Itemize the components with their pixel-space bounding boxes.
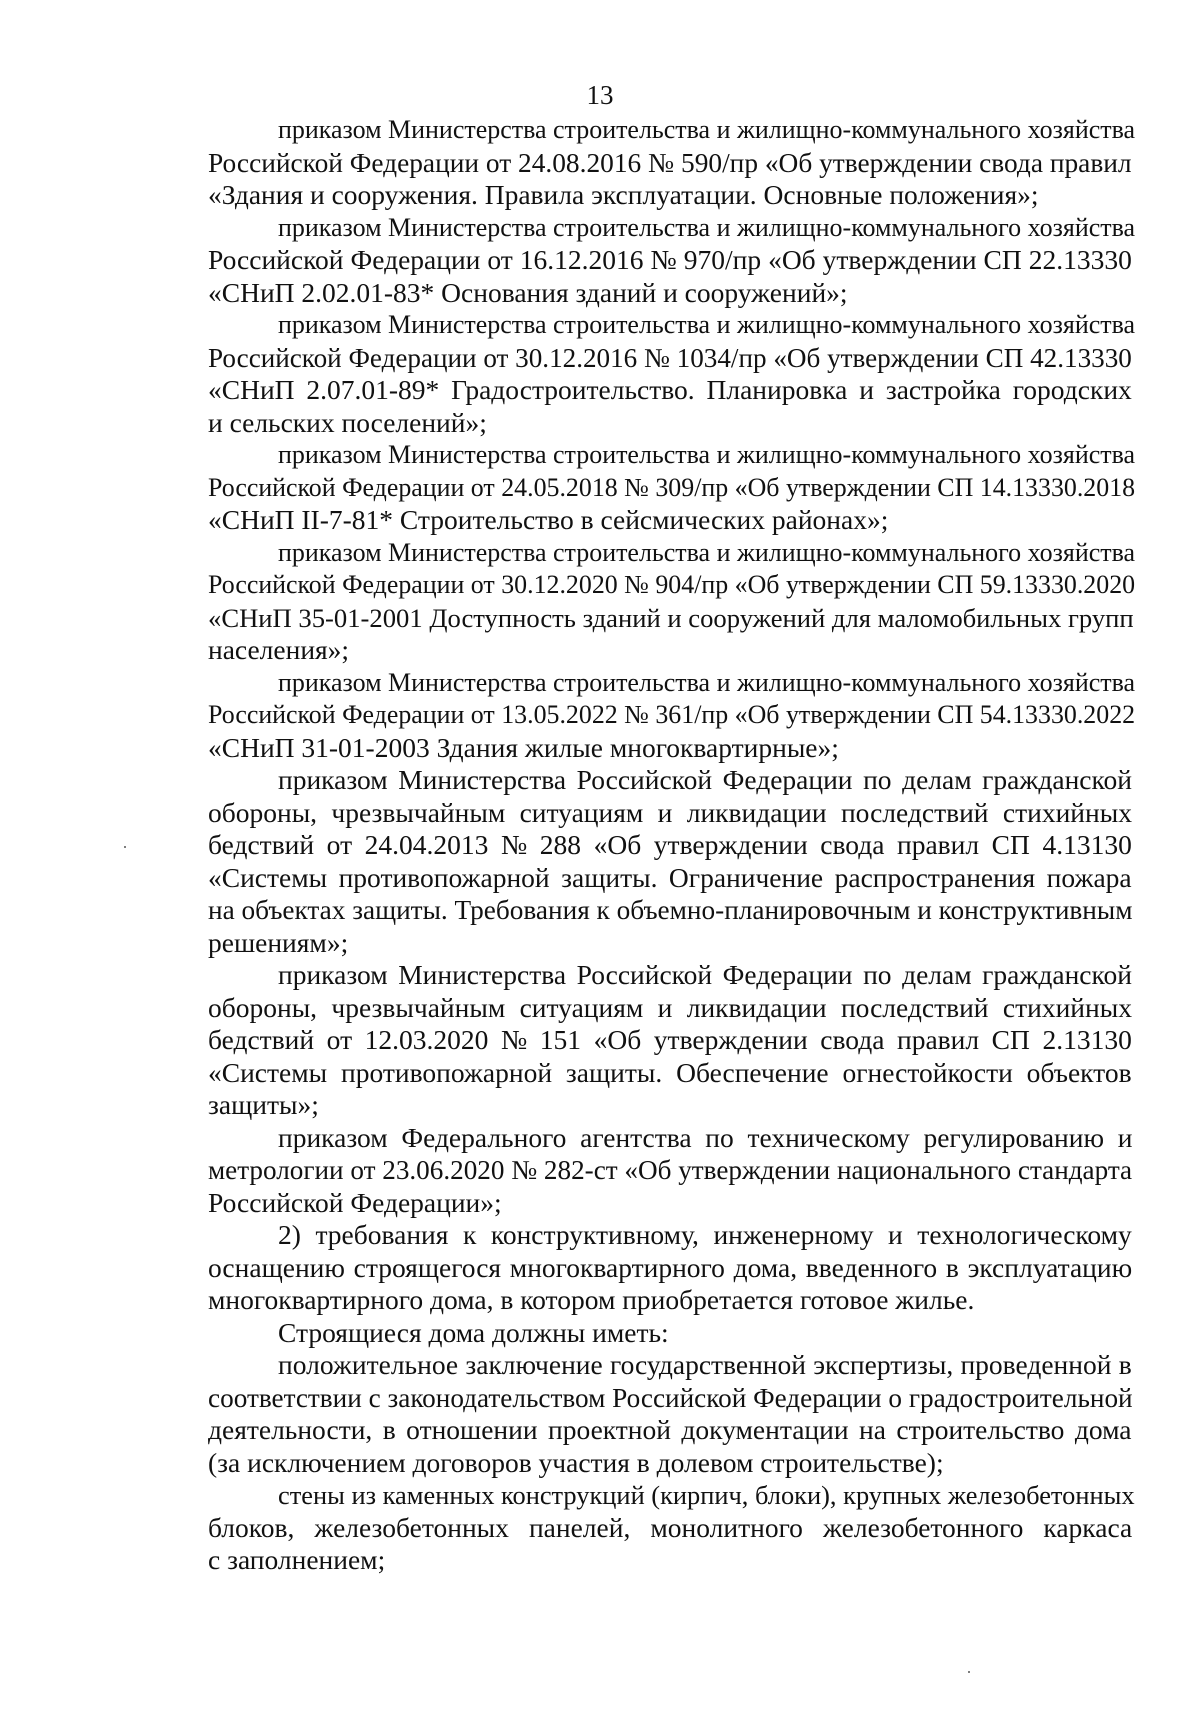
text-line: «СНиП 2.02.01-83* Основания зданий и сооружений»; xyxy=(208,276,848,308)
text-line: бедствий от 24.04.2013 № 288 «Об утверждении свода правил СП 4.13130 xyxy=(208,829,1132,860)
document-paragraph xyxy=(138,1349,1132,1479)
text-line: на объектах защиты. Требования к объемно-планировочным и конструктивным xyxy=(208,895,1133,925)
text-line: приказом Министерства строительства и жилищно-коммунального хозяйства xyxy=(278,212,1136,242)
text-line: деятельности, в отношении проектной документации на строительство дома xyxy=(208,1414,1132,1445)
text-line: «Здания и сооружения. Правила эксплуатации. Основные положения»; xyxy=(208,179,1039,210)
scan-artifact-dot xyxy=(968,1671,970,1673)
text-line: Российской Федерации от 30.12.2020 № 904/пр «Об утверждении СП 59.13330.2020 xyxy=(208,570,1136,599)
text-line: «Системы противопожарной защиты. Ограничение распространения пожара xyxy=(208,861,1132,893)
document-paragraph xyxy=(138,537,1136,667)
text-line: бедствий от 12.03.2020 № 151 «Об утверждении свода правил СП 2.13130 xyxy=(208,1024,1132,1055)
text-line: с заполнением; xyxy=(208,1544,386,1575)
text-line: решениям»; xyxy=(208,926,349,958)
text-line: Российской Федерации от 24.05.2018 № 309/пр «Об утверждении СП 14.13330.2018 xyxy=(208,472,1136,502)
text-line: приказом Министерства строительства и жилищно-коммунального хозяйства xyxy=(278,310,1136,339)
document-paragraph xyxy=(138,212,1136,310)
text-line: Строящиеся дома должны иметь: xyxy=(278,1316,669,1348)
text-line: Российской Федерации от 13.05.2022 № 361/пр «Об утверждении СП 54.13330.2022 xyxy=(208,700,1136,729)
text-line: Российской Федерации от 30.12.2016 № 1034/пр «Об утверждении СП 42.13330 xyxy=(208,342,1132,373)
text-line: стены из каменных конструкций (кирпич, блоки), крупных железобетонных xyxy=(278,1480,1135,1510)
document-paragraph xyxy=(138,1317,1132,1350)
text-line: обороны, чрезвычайным ситуациям и ликвидации последствий стихийных xyxy=(208,991,1132,1023)
text-line: приказом Министерства строительства и жилищно-коммунального хозяйства xyxy=(278,667,1136,697)
text-line: приказом Министерства строительства и жилищно-коммунального хозяйства xyxy=(278,440,1136,469)
text-line: приказом Министерства Российской Федерации по делам гражданской xyxy=(278,959,1132,990)
document-body xyxy=(138,114,1136,1577)
text-line: (за исключением договоров участия в долевом строительстве); xyxy=(208,1446,944,1478)
document-paragraph xyxy=(138,1479,1135,1577)
text-line: приказом Министерства строительства и жилищно-коммунального хозяйства xyxy=(278,537,1136,567)
document-paragraph xyxy=(138,309,1136,439)
text-line: и сельских поселений»; xyxy=(208,406,487,438)
text-line: защиты»; xyxy=(208,1089,319,1120)
text-line: обороны, чрезвычайным ситуациям и ликвидации последствий стихийных xyxy=(208,796,1132,828)
text-line: метрологии от 23.06.2020 № 282-ст «Об утверждении национального стандарта xyxy=(208,1155,1133,1185)
document-paragraph xyxy=(138,439,1136,537)
text-line: блоков, железобетонных панелей, монолитного железобетонного каркаса xyxy=(208,1511,1133,1543)
document-paragraph xyxy=(138,667,1136,765)
text-line: населения»; xyxy=(208,634,350,665)
text-line: «СНиП II-7-81* Строительство в сейсмических районах»; xyxy=(208,504,889,535)
page-number: 13 xyxy=(586,80,614,110)
document-paragraph xyxy=(138,959,1132,1122)
text-line: оснащению строящегося многоквартирного дома, введенного в эксплуатацию xyxy=(208,1251,1133,1283)
text-line: соответствии с законодательством Российской Федерации о градостроительной xyxy=(208,1382,1133,1413)
text-line: 2) требования к конструктивному, инженерному и технологическому xyxy=(278,1219,1132,1250)
text-line: «СНиП 31-01-2003 Здания жилые многоквартирные»; xyxy=(208,731,839,763)
text-line: «Системы противопожарной защиты. Обеспечение огнестойкости объектов xyxy=(208,1056,1132,1088)
text-line: «СНиП 35-01-2001 Доступность зданий и сооружений для маломобильных групп xyxy=(208,602,1134,633)
document-paragraph xyxy=(138,764,1132,959)
text-line: приказом Федерального агентства по техническому регулированию и xyxy=(278,1121,1133,1153)
text-line: Российской Федерации»; xyxy=(208,1186,502,1218)
document-paragraph xyxy=(138,1122,1132,1220)
scan-artifact-dot xyxy=(124,846,126,848)
text-line: приказом Министерства Российской Федерации по делам гражданской xyxy=(278,764,1132,795)
text-line: приказом Министерства строительства и жилищно-коммунального хозяйства xyxy=(278,115,1136,144)
document-paragraph xyxy=(138,1219,1132,1317)
text-line: Российской Федерации от 24.08.2016 № 590/пр «Об утверждении свода правил xyxy=(208,147,1132,178)
text-line: Российской Федерации от 16.12.2016 № 970/пр «Об утверждении СП 22.13330 xyxy=(208,244,1132,275)
text-line: положительное заключение государственной экспертизы, проведенной в xyxy=(278,1349,1132,1380)
text-line: многоквартирного дома, в котором приобретается готовое жилье. xyxy=(208,1284,975,1315)
document-paragraph xyxy=(138,114,1136,212)
text-line: «СНиП 2.07.01-89* Градостроительство. Планировка и застройка городских xyxy=(208,374,1132,405)
